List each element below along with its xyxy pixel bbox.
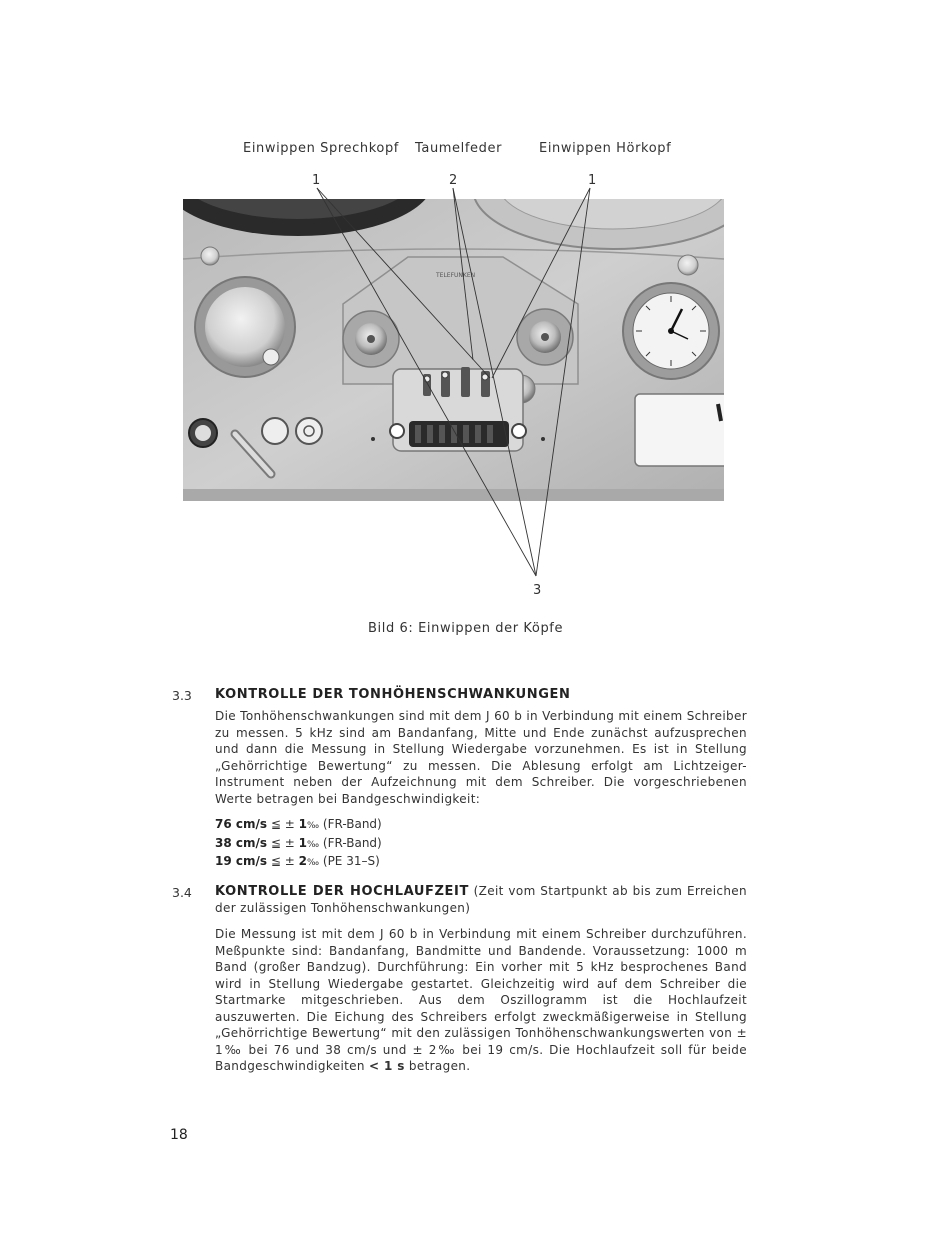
callout-number-1-right: 1 — [588, 173, 597, 188]
value-number: 1 — [298, 817, 307, 831]
section-number-3-3: 3.3 — [172, 688, 192, 703]
value-relation: ≦ ± — [270, 854, 295, 868]
section-3-4-paragraph — [215, 926, 747, 1075]
value-note: (PE 31–S) — [322, 854, 380, 868]
label-einwippen-hoerkopf: Einwippen Hörkopf — [539, 141, 672, 156]
callout-number-2: 2 — [449, 173, 458, 188]
callout-number-1-left: 1 — [312, 173, 321, 188]
value-note: (FR-Band) — [322, 835, 382, 850]
value-speed: 19 cm/s — [215, 854, 268, 868]
value-unit: ‰ — [306, 839, 320, 850]
value-number: 2 — [298, 854, 307, 868]
values-list — [215, 816, 382, 872]
value-unit: ‰ — [306, 821, 320, 831]
figure-caption: Bild 6: Einwippen der Köpfe — [368, 621, 564, 636]
label-taumelfeder: Taumelfeder — [415, 141, 503, 156]
value-unit: ‰ — [306, 858, 320, 868]
callout-number-3: 3 — [533, 583, 542, 598]
value-number: 1 — [298, 835, 307, 850]
value-relation: ≦ ± — [270, 817, 295, 831]
section-title-3-4: KONTROLLE DER HOCHLAUFZEIT — [215, 884, 469, 899]
value-row-19 — [215, 853, 382, 872]
section-title-3-3: KONTROLLE DER TONHÖHENSCHWANKUNGEN — [215, 687, 571, 702]
value-row-38 — [215, 835, 382, 854]
section-3-4-heading — [215, 883, 747, 917]
section-3-4-text: Die Messung ist mit dem J 60 b in Verbindung mit einem Schreiber durchzuführen. Meßpunkte sind: Bandanfang, Bandmitte und Bandende. Voraussetzung: 1000 m Band (großer Bandzug). Durchführung: Ein vorher mit 5 kHz besprochenes Band wird in Stellung Wiedergabe gestartet. Gleichzeitig wird auf dem Schreiber die Startmarke mitgeschrieben. Aus dem Oszillogramm ist die Hochlaufzeit auszuwerten. Die Eichung des Schreibers erfolgt zweckmäßigerweise in Stellung „Gehörrichtige Bewertung“ mit den zulässigen Tonhöhenschwankungswerten von ± 1‰ bei 76 und 38 cm/s und ± 2‰ bei 19 cm/s. Die Hochlaufzeit soll für beide Bandgeschwindigkeiten — [215, 927, 747, 1073]
value-speed: 38 cm/s — [215, 835, 268, 850]
section-3-3-paragraph: Die Tonhöhenschwankungen sind mit dem J 60 b in Verbindung mit einem Schreiber zu messen. 5 kHz sind am Bandanfang, Mitte und Ende zunächst aufzusprechen und dann die Messung in Stellung Wiedergabe vorzunehmen. Es ist in Stellung „Gehörrichtige Bewertung“ zu messen. Die Ablesung erfolgt am Lichtzeiger-Instrument neben der Aufzeichnung mit dem Schreiber. Die vorgeschriebenen Werte betragen bei Bandgeschwindigkeit: — [215, 709, 747, 806]
value-note: (FR-Band) — [322, 817, 382, 831]
value-relation: ≦ ± — [270, 835, 295, 850]
page-number: 18 — [170, 1127, 188, 1143]
telefunken-logo: TELEFUNKEN — [436, 272, 476, 279]
label-einwippen-sprechkopf: Einwippen Sprechkopf — [243, 141, 399, 156]
section-number-3-4: 3.4 — [172, 885, 192, 900]
value-row-76 — [215, 816, 382, 835]
section-title-3-4-suffix: (Zeit vom Startpunkt ab bis zum Erreichen der zulässigen Tonhöhenschwankungen) — [215, 884, 747, 915]
section-3-4-bold-value: < 1 s — [369, 1059, 405, 1073]
section-3-4-text-end: betragen. — [404, 1059, 471, 1073]
value-speed: 76 cm/s — [215, 817, 268, 831]
